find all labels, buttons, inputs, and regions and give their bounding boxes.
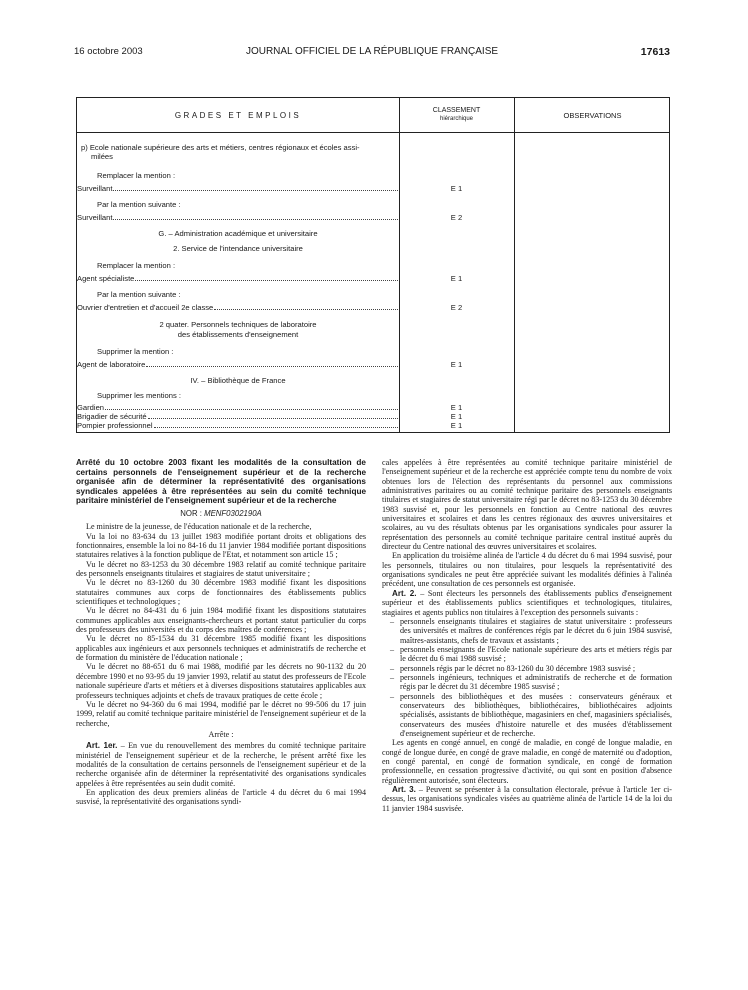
article-1-label: Art. 1er.: [86, 741, 118, 751]
table-row: Par la mention suivante :: [97, 200, 181, 209]
visa-paragraph: Vu la loi no 83-634 du 13 juillet 1983 modifiée portant droits et obligations des fonctionnaires, ensemble la loi no 84-16 du 11 janvier 1984 modifiée portant dispositions statutaires relatives à la fonction publique de l'Etat, et notamment son article 15 ;: [76, 531, 366, 560]
table-row: [77, 303, 399, 312]
header-divider: [77, 132, 669, 133]
dot-leader: [135, 279, 398, 281]
table-row: G. – Administration académique et universitaire: [158, 229, 318, 238]
table-row: Remplacer la mention :: [97, 171, 176, 180]
dot-leader: [113, 189, 398, 191]
row-label-continued: milées: [91, 152, 113, 161]
row-label: Surveillant: [77, 213, 113, 222]
classement-value: E 1: [450, 421, 463, 430]
issue-date: 16 octobre 2003: [74, 46, 143, 57]
article-2-label: Art. 2.: [392, 588, 417, 598]
nor-code: MENF0302190A: [204, 508, 262, 518]
row-label: p) Ecole nationale supérieure des arts et métiers, centres régionaux et écoles assi-: [81, 143, 360, 152]
article-1-text: – En vue du renouvellement des membres du comité technique paritaire ministériel de l'enseignement supérieur et de la recherche, le présent arrêté fixe les modalités de la consultation de certains personnels de l'enseignement supérieur et de la recherche organisée afin de déterminer la représentativité des organisations syndicales appelées à être représentées au sein dudit comité.: [76, 741, 366, 788]
journal-title: JOURNAL OFFICIEL DE LA RÉPUBLIQUE FRANÇAISE: [245, 46, 499, 57]
classement-value: E 1: [450, 274, 463, 283]
list-item: – personnels enseignants de l'Ecole nationale supérieure des arts et métiers régis par le décret du 6 mai 1988 susvisé ;: [382, 645, 672, 664]
table-row: Remplacer la mention :: [97, 261, 176, 270]
article-3-label: Art. 3.: [392, 785, 416, 795]
row-label: Pompier professionnel: [77, 421, 153, 430]
table-row: [77, 421, 399, 430]
table-row: [77, 360, 399, 369]
header-observations: OBSERVATIONS: [563, 110, 622, 120]
table-row: [77, 143, 393, 161]
visa-paragraph: Le ministre de la jeunesse, de l'éducation nationale et de la recherche,: [86, 522, 312, 532]
decree-title: Arrêté du 10 octobre 2003 fixant les modalités de la consultation de certains personnels de l'enseignement supérieur et de la recherche organisée afin de déterminer la représentativité des organisations syndicales appelées à être représentées au sein du comité technique paritaire ministériel de l'enseignement supérieur et de la recherche: [76, 458, 366, 506]
visa-paragraph: Vu le décret no 84-431 du 6 juin 1984 modifié fixant les dispositions statutaires communes applicables aux enseignants-chercheurs et portant statut particulier du corps des professeurs des universités et du corps des maîtres de conférences ;: [76, 606, 366, 635]
table-row: [77, 274, 399, 283]
column-divider: [514, 98, 515, 432]
header-classement-label: CLASSEMENT: [432, 107, 481, 114]
exclusion-list: [382, 617, 672, 738]
dot-leader: [113, 218, 398, 220]
arrete-heading: Arrête :: [208, 729, 234, 739]
right-column: [382, 458, 672, 813]
page-number: 17613: [640, 46, 670, 58]
table-row: 2 quater. Personnels techniques de laboratoire: [159, 320, 317, 329]
article-3: [382, 785, 672, 813]
classement-value: E 1: [450, 403, 463, 412]
row-label: Gardien: [77, 403, 105, 412]
header-grades: GRADES ET EMPLOIS: [174, 110, 302, 120]
article-1: [76, 741, 366, 788]
article-2: [382, 589, 672, 617]
table-row: Supprimer la mention :: [97, 347, 174, 356]
row-label: Agent de laboratoire: [77, 360, 146, 369]
visa-paragraph: Vu le décret no 83-1253 du 30 décembre 1983 relatif au comité technique paritaire des personnels enseignants titulaires et stagiaires de statut universitaire ;: [76, 559, 366, 579]
paragraph: cales appelées à être représentées au comité technique paritaire ministériel de l'enseignement supérieur et de la recherche est appréciée compte tenu du nombre de voix obtenues lors de l'élection des représentants du personnel aux commissions administratives paritaires ou au comité technique paritaire des personnels enseignants titulaires et stagiaires de statut universitaire régi par le décret no 83-1253 du 30 décembre 1983 susvisé et, pour les personnels en fonction au Centre national des œuvres universitaires et scolaires et dans les centres régionaux des œuvres universitaires et scolaires, au vu des résultats obtenus par les organisations syndicales pour assurer la représentation des personnels au comité technique paritaire central institué auprès du directeur du Centre national des œuvres universitaires et scolaires.: [382, 458, 672, 552]
classement-value: E 2: [450, 303, 463, 312]
row-label: Surveillant: [77, 184, 113, 193]
list-item: – personnels enseignants titulaires et stagiaires de statut universitaire : professeurs des universités et maîtres de conférences régis par le décret du 6 juin 1984 susvisé, maîtres-assistants, chefs de travaux et assistants ;: [382, 617, 672, 645]
classement-value: E 2: [450, 213, 463, 222]
nor-reference: [76, 509, 366, 518]
dot-leader: [214, 308, 398, 310]
paragraph: En application du troisième alinéa de l'article 4 du décret du 6 mai 1994 susvisé, pour les personnels, titulaires ou non titulaires, pour lesquels la représentativité des organisations syndicales ne peut être appréciée suivant les modalités définies à l'alinéa précédent, une consultation de ces personnels est organisée.: [382, 551, 672, 589]
visa-paragraph: Vu le décret no 85-1534 du 31 décembre 1985 modifié fixant les dispositions applicables aux ingénieurs et aux personnels techniques et administratifs de recherche et de formation du ministère de l'éducation nationale ;: [76, 634, 366, 663]
visa-paragraph: Vu le décret no 94-360 du 6 mai 1994, modifié par le décret no 99-506 du 17 juin 1999, relatif au comité technique paritaire ministériel de l'enseignement supérieur et de la recherche,: [76, 699, 366, 728]
table-row: 2. Service de l'intendance universitaire: [173, 244, 303, 253]
row-label: Ouvrier d'entretien et d'accueil 2e classe: [77, 303, 214, 312]
article-2-text: – Sont électeurs les personnels des établissements publics d'enseignement supérieur et des établissements publics scientifiques et technologiques, titulaires, stagiaires et agents publics non titulaires à l'exception des personnels suivants :: [382, 588, 672, 617]
table-row: Supprimer les mentions :: [97, 391, 181, 400]
table-row: [77, 403, 399, 412]
visa-paragraph: Vu le décret no 83-1260 du 30 décembre 1983 modifié fixant les dispositions statutaires communes aux corps de fonctionnaires des établissements publics scientifiques et technologiques ;: [76, 578, 366, 607]
left-column: [76, 458, 366, 807]
table-row: [77, 412, 399, 421]
dot-leader: [146, 365, 398, 367]
list-item: – personnels régis par le décret no 83-1260 du 30 décembre 1983 susvisé ;: [382, 664, 672, 673]
row-label: Brigadier de sécurité: [77, 412, 147, 421]
table-row: [77, 184, 399, 193]
dot-leader: [148, 417, 398, 419]
table-row: [77, 213, 399, 222]
article-3-text: – Peuvent se présenter à la consultation électorale, prévue à l'article 1er ci-dessus, les organisations syndicales visées au quatrième alinéa de l'article 14 de la loi du 11 janvier 1984 susvisée.: [382, 785, 672, 813]
classement-value: E 1: [450, 184, 463, 193]
list-item: – personnels ingénieurs, techniques et administratifs de recherche et de formation régis par le décret du 31 décembre 1985 susvisé ;: [382, 673, 672, 692]
classement-value: E 1: [450, 412, 463, 421]
paragraph: En application des deux premiers alinéas de l'article 4 du décret du 6 mai 1994 susvisé, la représentativité des organisations syndi-: [76, 787, 366, 807]
dot-leader: [154, 426, 398, 428]
nor-label: NOR :: [180, 508, 202, 518]
header-classement: [399, 98, 514, 132]
table-row: Par la mention suivante :: [97, 290, 181, 299]
table-row: IV. – Bibliothèque de France: [190, 376, 286, 385]
list-item: – personnels des bibliothèques et des musées : conservateurs généraux et conservateurs des bibliothèques, bibliothécaires, bibliothécaires adjoints spécialisés, assistants de bibliothèque, magasiniers en chef, magasiniers spécialisés, conservateurs des musées d'histoire naturelle et des musées d'établissement d'enseignement supérieur et de recherche.: [382, 692, 672, 739]
header-classement-sub: hiérarchique: [439, 116, 474, 122]
row-label: Agent spécialiste: [77, 274, 135, 283]
classement-value: E 1: [450, 360, 463, 369]
paragraph: Les agents en congé annuel, en congé de maladie, en congé de longue maladie, en congé de longue durée, en congé de grave maladie, en congé de maternité ou d'adoption, en congé parental, en congé de formation syndicale, en congé de formation professionnelle, en cessation progressive d'activité, ou qui sont en position d'absence régulièrement autorisée, sont électeurs.: [382, 738, 672, 785]
running-header: [74, 46, 670, 60]
visa-paragraph: Vu le décret no 88-651 du 6 mai 1988, modifié par les décrets no 90-1132 du 20 décembre 1990 et no 93-95 du 19 janvier 1993, relatif au statut des professeurs de l'Ecole nationale supérieure d'arts et métiers et à diverses dispositions statutaires applicables aux professeurs techniques adjoints et chefs de travaux pratiques de cette école ;: [76, 662, 366, 700]
visas: [76, 522, 366, 728]
dot-leader: [105, 408, 398, 410]
grades-table: [76, 97, 670, 433]
table-row: des établissements d'enseignement: [177, 330, 299, 339]
